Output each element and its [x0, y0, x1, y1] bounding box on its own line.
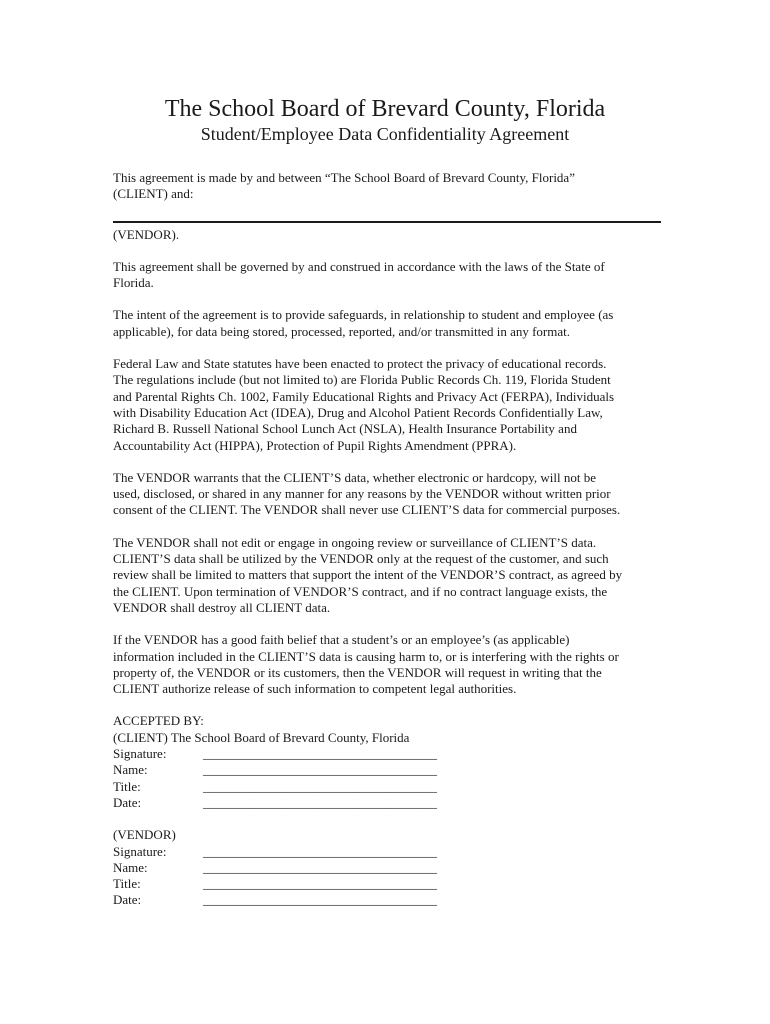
document-title: The School Board of Brevard County, Florida: [164, 96, 606, 122]
vendor-title-label: Title:: [113, 876, 141, 892]
client-signature-line: ____________________________________: [203, 746, 437, 762]
vendor-title-row: [113, 876, 661, 892]
client-title-line: ____________________________________: [203, 778, 437, 794]
vendor-date-label: Date:: [113, 892, 142, 908]
document-body: [113, 170, 661, 909]
client-name-label: Name:: [113, 762, 148, 778]
paragraph-governing-law: This agreement shall be governed by and construed in accordance with the laws of the State of Florida.: [113, 258, 605, 291]
client-date-line: ____________________________________: [203, 794, 437, 810]
vendor-label: (VENDOR).: [113, 226, 180, 242]
client-title-row: [113, 779, 661, 795]
paragraph-regulations: Federal Law and State statutes have been enacted to protect the privacy of educational records. The regulations include (but not limited to) are Florida Public Records Ch. 119, Florida Student and Parental Rights Ch. 1002, Family Educational Rights and Privacy Act (FERPA), Individuals with Disability Education Act (IDEA), Drug and Alcohol Patient Records Confidentially Law, Richard B. Russell National School Lunch Act (NSLA), Health Insurance Portability and Accountability Act (HIPPA), Protection of Pupil Rights Amendment (PPRA).: [113, 356, 615, 453]
vendor-signature-row: [113, 844, 661, 860]
document-subtitle: Student/Employee Data Confidentiality Agreement: [200, 124, 570, 144]
paragraph-legal-release: If the VENDOR has a good faith belief that a student’s or an employee’s (as applicable) information included in the CLIENT’S data is causing harm to, or is interfering with the rights or property of, the VENDOR or its customers, then the VENDOR will request in writing that the CLIENT authorize release of such information to competent legal authorities.: [113, 632, 619, 697]
client-name-line: ____________________________________: [203, 762, 437, 778]
paragraph-intent: The intent of the agreement is to provide safeguards, in relationship to student and employee (as applicable), for data being stored, processed, reported, and/or transmitted in any format.: [113, 307, 614, 339]
client-date-label: Date:: [113, 794, 142, 810]
vendor-name-row: [113, 860, 661, 876]
vendor-date-row: [113, 892, 661, 908]
vendor-heading: (VENDOR): [113, 827, 176, 843]
vendor-name-label: Name:: [113, 859, 148, 875]
client-title-label: Title:: [113, 778, 141, 794]
vendor-signature-line: ____________________________________: [203, 843, 437, 859]
vendor-name-line: ____________________________________: [203, 859, 437, 875]
client-signature-row: [113, 746, 661, 762]
vendor-title-line: ____________________________________: [203, 876, 437, 892]
client-date-row: [113, 795, 661, 811]
client-name-row: [113, 762, 661, 778]
paragraph-warranty: The VENDOR warrants that the CLIENT’S data, whether electronic or hardcopy, will not be used, disclosed, or shared in any manner for any reasons by the VENDOR without written prior consent of the CLIENT. The VENDOR shall never use CLIENT’S data for commercial purposes.: [113, 469, 621, 518]
vendor-signature-label: Signature:: [113, 843, 167, 859]
client-signature-label: Signature:: [113, 746, 167, 762]
paragraph-restrictions: The VENDOR shall not edit or engage in ongoing review or surveillance of CLIENT’S data. CLIENT’S data shall be utilized by the VENDOR only at the request of the customer, and such review shall be limited to matters that support the intent of the VENDOR’S contract, as agreed by the CLIENT. Upon termination of VENDOR’S contract, and if no contract language exists, the VENDOR shall destroy all CLIENT data.: [113, 534, 623, 615]
accepted-by-heading: ACCEPTED BY:: [113, 713, 204, 729]
acceptance-block: [113, 713, 661, 908]
vendor-date-line: ____________________________________: [203, 892, 437, 908]
intro-paragraph: This agreement is made by and between “The School Board of Brevard County, Florida” (CLIENT) and:: [113, 170, 575, 202]
vendor-name-line: [113, 221, 661, 223]
client-heading: (CLIENT) The School Board of Brevard County, Florida: [113, 729, 410, 745]
section-spacer: [113, 811, 661, 827]
